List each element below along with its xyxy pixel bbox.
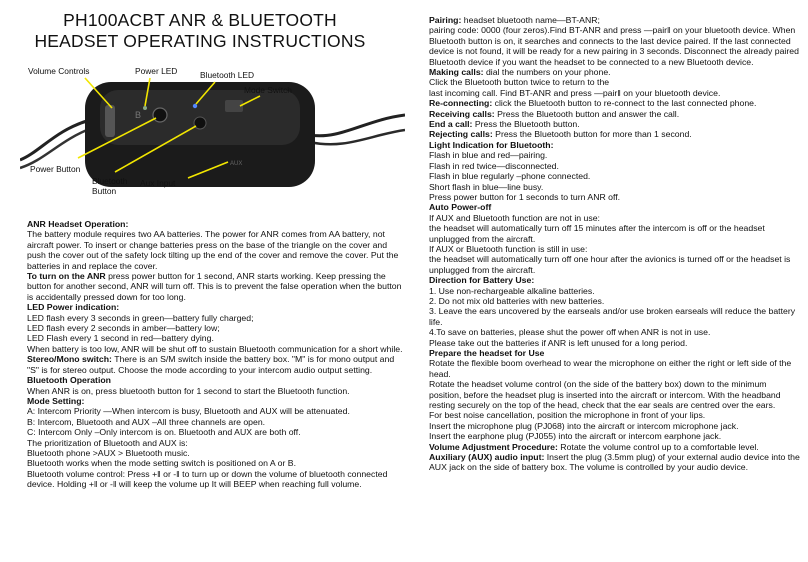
end-call-text: Press the Bluetooth button.	[472, 119, 580, 130]
turn-on-paragraph	[27, 271, 407, 302]
callout-bluetooth-led: Bluetooth LED	[200, 70, 255, 80]
making-calls-line	[429, 67, 801, 77]
mode-line: C: Intercom Only –Only intercom is on. Bluetooth and AUX are both off.	[27, 427, 301, 438]
cable-left-2	[20, 128, 92, 168]
mode-line: A: Intercom Priority —When intercom is busy, Bluetooth and AUX will be attenuated.	[27, 406, 350, 417]
power-button-graphic	[153, 108, 167, 122]
pairing-line	[429, 15, 801, 25]
reconnecting-text: click the Bluetooth button to re-connect to the last connected phone.	[492, 98, 757, 109]
making-line: Click the Bluetooth button twice to return to the	[429, 77, 610, 88]
volume-adjustment-label: Volume Adjustment Procedure:	[429, 441, 558, 452]
stereo-paragraph	[27, 354, 407, 375]
cable-left	[20, 120, 90, 160]
mode-setting-heading: Mode Setting:	[27, 395, 85, 406]
callout-bluetooth-button-2: Button	[92, 186, 117, 196]
receiving-text: Press the Bluetooth button and answer the call.	[494, 108, 680, 119]
prepare-line: Insert the earphone plug (PJ055) into the aircraft or intercom earphone jack.	[429, 431, 722, 442]
light-line: Flash in blue regularly –phone connected.	[429, 171, 591, 182]
rejecting-label: Rejecting calls:	[429, 129, 493, 140]
title-line-2: HEADSET OPERATING INSTRUCTIONS	[34, 31, 366, 51]
pairing-label: Pairing:	[429, 15, 462, 25]
led-line: LED flash every 2 seconds in amber—battery low;	[27, 323, 220, 334]
stereo-text: There is an S/M switch inside the battery box. "M" is for mono output and "S" is for stereo output. Choose the mode according to your intercom audio output setting.	[27, 354, 395, 375]
auto-line: the headset will automatically turn off one hour after the avionics is turned off or the headset is unplugged from the aircraft.	[429, 254, 791, 275]
making-calls-text: dial the numbers on your phone.	[483, 67, 611, 78]
aux-input-label: Auxiliary (AUX) audio input:	[429, 452, 545, 463]
auto-line: If AUX or Bluetooth function is still in use:	[429, 243, 588, 254]
prepare-line: Insert the microphone plug (PJ068) into the aircraft or intercom microphone jack.	[429, 420, 739, 431]
callout-volume-controls: Volume Controls	[28, 66, 90, 76]
power-led-graphic	[143, 106, 147, 110]
battery-line: Please take out the batteries if ANR is left unused for a long period.	[429, 337, 688, 348]
document-title	[20, 10, 380, 52]
light-indication-heading: Light Indication for Bluetooth:	[429, 139, 554, 150]
receiving-line	[429, 109, 801, 119]
volume-wheel	[105, 105, 115, 137]
b-mark: B	[135, 110, 142, 120]
callout-mode-switch: Mode Switch	[244, 85, 292, 95]
rejecting-text: Press the Bluetooth button for more than 1 second.	[492, 129, 692, 140]
mode-line: Bluetooth works when the mode setting switch is positioned on A or B.	[27, 458, 296, 469]
aux-input-text: Insert the plug (3.5mm plug) of your external audio device into the AUX jack on the side of battery box. The volume is controlled by your audio device.	[429, 452, 800, 473]
light-line: Flash in blue and red—pairing.	[429, 150, 548, 161]
mode-line: Bluetooth volume control: Press +‖ or -‖ to turn up or down the volume of bluetooth connected device. Holding +‖ or -‖ will keep the volume up It will BEEP when reaching full volume.	[27, 468, 388, 490]
reconnecting-label: Re-connecting:	[429, 98, 493, 109]
auto-line: If AUX and Bluetooth function are not in use:	[429, 212, 600, 223]
battery-line: 2. Do not mix old batteries with new batteries.	[429, 295, 605, 306]
receiving-label: Receiving calls:	[429, 108, 495, 119]
callout-aux-input: Aux Input	[140, 178, 176, 188]
battery-use-heading: Direction for Battery Use:	[429, 275, 535, 286]
left-column	[27, 219, 407, 490]
bluetooth-operation-heading: Bluetooth Operation	[27, 375, 111, 386]
light-line: Flash in red twice—disconnected.	[429, 160, 559, 171]
led-heading: LED Power indication:	[27, 302, 120, 313]
bluetooth-operation-text: When ANR is on, press bluetooth button for 1 second to start the Bluetooth function.	[27, 385, 350, 396]
anr-heading: ANR Headset Operation:	[27, 219, 129, 229]
volume-adjustment-text: Rotate the volume control up to a comfortable level.	[557, 441, 759, 452]
light-line: Short flash in blue—line busy.	[429, 181, 544, 192]
end-call-line	[429, 119, 801, 129]
mode-line: Bluetooth phone >AUX > Bluetooth music.	[27, 447, 190, 458]
battery-line: 3. Leave the ears uncovered by the earseals and/or use broken earseals will reduce the battery life.	[429, 306, 796, 327]
anr-paragraph: The battery module requires two AA batteries. The power for ANR comes from AA battery, not aircraft power. To insert or change batteries press on the base of the triangle on the cover and push the cover out of the safety lock tilting up the end of the cover and remove the cover. Put the batteries in and replace the cover.	[27, 229, 399, 271]
device-diagram	[20, 60, 405, 210]
volume-adjustment-line	[429, 442, 801, 452]
right-column	[429, 15, 801, 473]
aux-mark: AUX	[230, 161, 243, 167]
pairing-text: headset bluetooth name—BT-ANR;	[461, 15, 600, 25]
callout-power-button: Power Button	[30, 164, 81, 174]
title-line-1: PH100ACBT ANR & BLUETOOTH	[63, 10, 337, 30]
prepare-line: For best noise cancellation, position the microphone in front of your lips.	[429, 410, 706, 421]
battery-line: 1. Use non-rechargeable alkaline batteries.	[429, 285, 595, 296]
callout-bluetooth-button-1: Bluetooth	[92, 176, 128, 186]
mode-line: The prioritization of Bluetooth and AUX is:	[27, 437, 188, 448]
prepare-line: Rotate the flexible boom overhead to wear the microphone on either the right or left side of the head.	[429, 358, 792, 379]
making-line: last incoming call. Find BT-ANR and press —pair‖ on your bluetooth device.	[429, 87, 721, 98]
prepare-line: Rotate the headset volume control (on the side of the battery box) down to the minimum position, before the headset plug is inserted into the aircraft or intercom. With the headband resting securely on the top of the head, check that the ear seals are centred over the ears.	[429, 379, 781, 411]
mode-line: B: Intercom, Bluetooth and AUX –All three channels are open.	[27, 416, 266, 427]
end-call-label: End a call:	[429, 119, 473, 130]
callout-power-led: Power LED	[135, 66, 178, 76]
battery-line: 4.To save on batteries, please shut the power off when ANR is not in use.	[429, 327, 711, 338]
light-line: Press power button for 1 seconds to turn ANR off.	[429, 191, 621, 202]
rejecting-line	[429, 129, 801, 139]
aux-input-line	[429, 452, 801, 473]
led-line: LED flash every 3 seconds in green—battery fully charged;	[27, 312, 254, 323]
reconnecting-line	[429, 98, 801, 108]
auto-line: the headset will automatically turn off 15 minutes after the intercom is off or the headset unplugged from the aircraft.	[429, 223, 765, 244]
led-line: LED Flash every 1 second in red—battery dying.	[27, 333, 214, 344]
turn-on-label: To turn on the ANR	[27, 271, 106, 282]
bluetooth-button-graphic	[194, 117, 206, 129]
cable-right-2	[310, 130, 405, 144]
stereo-label: Stereo/Mono switch:	[27, 354, 112, 365]
turn-on-text: press power button for 1 second, ANR starts working. Keep pressing the button for another second, ANR will turn off. This is to prevent the false operation when the button is accidentally pressed down for too long.	[27, 271, 402, 302]
prepare-heading: Prepare the headset for Use	[429, 348, 545, 358]
making-calls-label: Making calls:	[429, 67, 484, 78]
led-line: When battery is too low, ANR will be shut off to sustain Bluetooth communication for a short while.	[27, 343, 403, 354]
auto-power-off-heading: Auto Power-off	[429, 202, 492, 213]
pairing-body: pairing code: 0000 (four zeros).Find BT-ANR and press —pair‖ on your bluetooth device. When Bluetooth button is on, it searches and connects to the last device paired. If the last connected device is not found, it will be ready for a new pairing in 3 seconds. Disconnect the already paired Bluetooth device if you want the headset to be connected to a new Bluetooth device.	[429, 25, 799, 67]
